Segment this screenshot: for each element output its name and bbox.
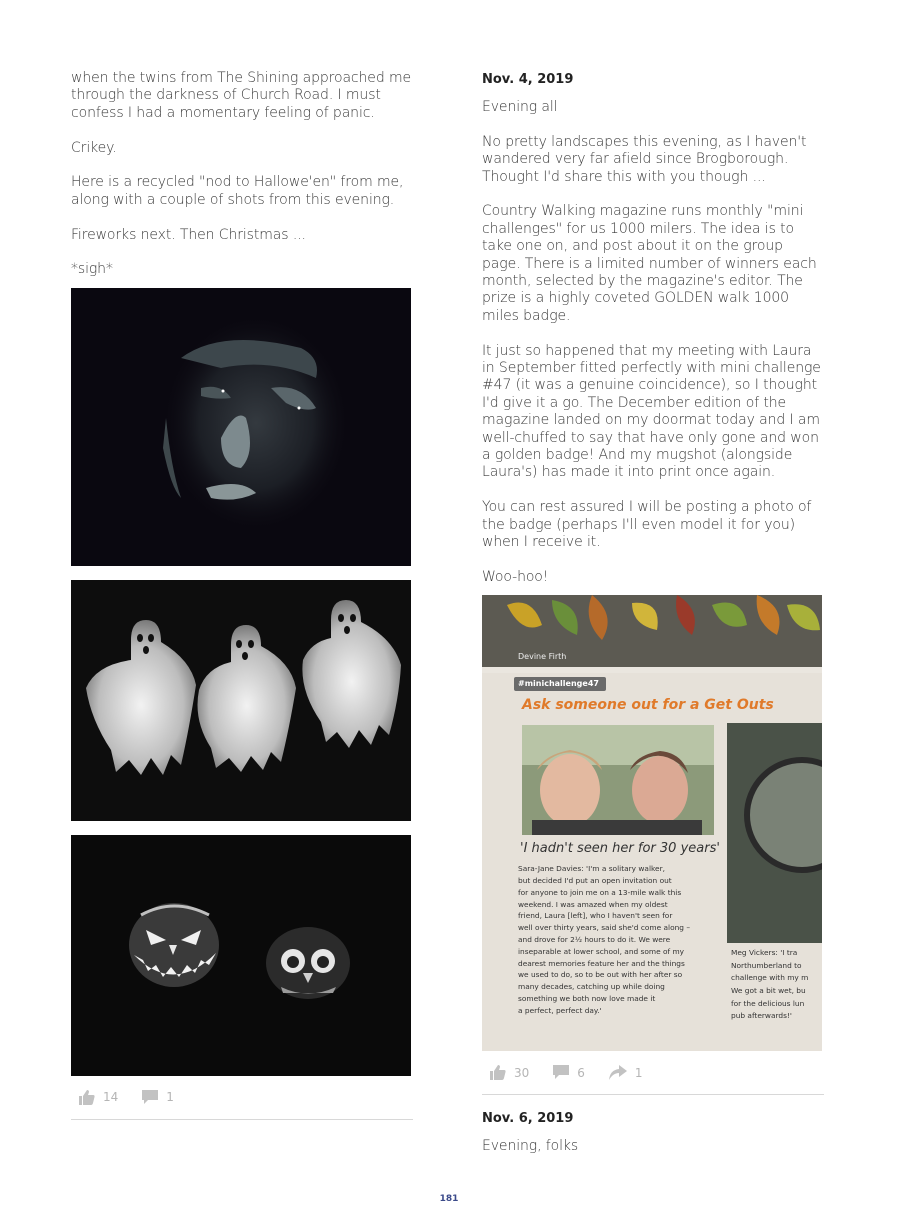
page-number: 181: [439, 1194, 459, 1204]
post-text: It just so happened that my meeting with Laura in September fitted perfectly with mini challenge #47 (it was a genuine coincidence), so I thought I'd give it a go. The December edition of the magazine landed on my doormat today and I am well-chuffed to say that have only gone and won a golden badge! And my mugshot (alongside Laura's) has made it into print once again.: [482, 342, 821, 481]
comment-icon: [553, 1065, 569, 1080]
post-text: No pretty landscapes this evening, as I haven't wandered very far afield since Brogborough. Thought I'd share this with you though ...: [482, 133, 807, 185]
comment-count: 6: [577, 1065, 585, 1080]
photo-dark-face: [71, 288, 411, 566]
thumbs-up-icon: [79, 1090, 95, 1105]
post-actions: [482, 1051, 824, 1095]
like-count: 14: [103, 1090, 119, 1105]
like-button[interactable]: [490, 1065, 529, 1080]
comment-button[interactable]: [553, 1065, 585, 1080]
right-column: [482, 70, 824, 1156]
post-date: Nov. 6, 2019: [482, 1111, 574, 1127]
post-text: Country Walking magazine runs monthly "mini challenges" for us 1000 milers. The idea is to take one on, and post about it on the group page. There is a limited number of winners each month, selected by the magazine's editor. The prize is a highly coveted GOLDEN walk 1000 miles badge.: [482, 203, 817, 324]
magazine-side-text: Meg Vickers: 'I tra Northumberland to challenge with my m We got a bit wet, bu for the delicious lun pub afterwards!': [731, 948, 809, 1021]
photo-magazine: [482, 595, 822, 1051]
post-date: Nov. 4, 2019: [482, 72, 574, 87]
post-text: Crikey.: [71, 139, 117, 156]
like-count: 30: [514, 1065, 530, 1080]
magazine-article-text: Sara-Jane Davies: 'I'm a solitary walker, but decided I'd put an open invitation out for anyone to join me on a 13-mile walk this weekend. I was amazed when my oldest friend, Laura [left], who I haven't seen for well over thirty years, said she'd come along – and drove for 2½ hours to do it. We were inseparable at lower school, and some of my dearest memories feature her and the things we used to do, so to be out with her after so many decades, catching up while doing something we both now love made it a perfect, perfect day.': [518, 864, 691, 1015]
magazine-tag: #minichallenge47: [518, 679, 599, 689]
magazine-credit: Devine Firth: [518, 652, 567, 662]
post-text: Evening, folks: [482, 1138, 579, 1155]
photo-pumpkins: [71, 835, 411, 1076]
post-text: You can rest assured I will be posting a photo of the badge (perhaps I'll even model it for you) when I receive it.: [482, 499, 812, 551]
photo-ghosts: [71, 580, 411, 821]
magazine-quote: 'I hadn't seen her for 30 years': [520, 841, 720, 857]
left-column: [71, 70, 413, 1120]
share-arrow-icon: [609, 1065, 627, 1080]
post-text: Here is a recycled "nod to Hallowe'en" from me, along with a couple of shots from this evening.: [71, 174, 404, 208]
post-text: when the twins from The Shining approached me through the darkness of Church Road. I must confess I had a momentary feeling of panic.: [71, 70, 412, 121]
like-button[interactable]: [79, 1090, 118, 1105]
comment-icon: [142, 1090, 158, 1105]
share-button[interactable]: [609, 1065, 643, 1080]
comment-count: 1: [166, 1090, 174, 1105]
post-text: Evening all: [482, 99, 558, 115]
share-count: 1: [634, 1065, 643, 1080]
post-text: Fireworks next. Then Christmas ...: [71, 226, 306, 243]
post-actions: [71, 1076, 413, 1120]
post-text: Woo-hoo!: [482, 568, 549, 585]
post-text: *sigh*: [71, 261, 113, 278]
comment-button[interactable]: [142, 1090, 174, 1105]
thumbs-up-icon: [490, 1065, 506, 1080]
magazine-headline: Ask someone out for a Get Outs: [522, 697, 774, 714]
